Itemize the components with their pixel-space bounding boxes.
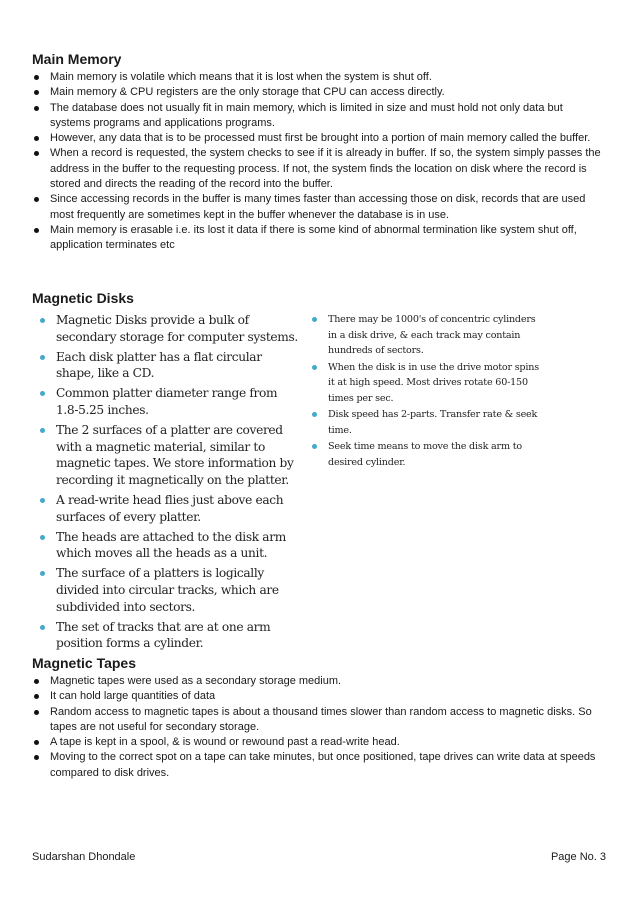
- list-item-text: The database does not usually fit in main memory, which is limited in size and must hold not only data but systems programs and applications programs.: [50, 101, 563, 129]
- footer-author: Sudarshan Dhondale: [32, 851, 136, 863]
- list-item: [32, 689, 606, 704]
- list-item: [36, 422, 298, 489]
- list-item-text: When the disk is in use the drive motor spins it at high speed. Most drives rotate 60-150 times per sec.: [328, 361, 539, 404]
- list-item: [308, 360, 544, 407]
- bullet-icon: [34, 136, 39, 141]
- list-item: [36, 312, 298, 346]
- bullet-icon: [34, 710, 39, 715]
- list-item-text: Each disk platter has a flat circular shape, like a CD.: [56, 349, 262, 381]
- list-item-text: The heads are attached to the disk arm which moves all the heads as a unit.: [56, 529, 286, 561]
- bullet-icon: [312, 317, 317, 322]
- list-item: [32, 101, 606, 132]
- bullet-icon: [312, 412, 317, 417]
- list-item-text: Main memory is erasable i.e. its lost it data if there is some kind of abnormal termination like system shut off, application terminates etc: [50, 223, 577, 252]
- bullet-icon: [40, 355, 45, 360]
- main-memory-list: [32, 70, 606, 254]
- magnetic-disks-section: [32, 289, 606, 307]
- list-item-text: Random access to magnetic tapes is about a thousand times slower than random access to magnetic disks. So tapes are not useful for secondary storage.: [50, 705, 592, 733]
- bullet-icon: [40, 498, 45, 503]
- list-item: [32, 146, 606, 192]
- main-memory-heading: Main Memory: [32, 51, 122, 67]
- bullet-icon: [40, 625, 45, 630]
- magnetic-disks-left-column: [36, 312, 298, 655]
- list-item: [36, 565, 298, 615]
- list-item: [36, 385, 298, 419]
- list-item-text: It can hold large quantities of data: [50, 690, 216, 703]
- list-item-text: Since accessing records in the buffer is many times faster than accessing those on disk, records that are used most frequently are sometimes kept in the buffer whenever the database is in use.: [50, 193, 586, 221]
- magnetic-disks-right-list: [308, 312, 544, 470]
- bullet-icon: [40, 318, 45, 323]
- bullet-icon: [34, 228, 39, 233]
- list-item-text: The surface of a platters is logically divided into circular tracks, which are subdivided into sectors.: [56, 566, 279, 614]
- list-item-text: There may be 1000's of concentric cylinders in a disk drive, & each track may contain hundreds of sectors.: [328, 314, 536, 356]
- list-item: [32, 70, 606, 85]
- bullet-icon: [40, 428, 45, 433]
- list-item-text: Main memory is volatile which means that it is lost when the system is shut off.: [50, 71, 432, 83]
- list-item: [36, 349, 298, 383]
- bullet-icon: [34, 679, 39, 684]
- list-item: [308, 407, 544, 438]
- magnetic-tapes-list: [32, 674, 606, 781]
- magnetic-disks-columns: [32, 312, 606, 651]
- list-item: [308, 312, 544, 359]
- list-item: [36, 619, 298, 653]
- list-item-text: Common platter diameter range from 1.8-5.25 inches.: [56, 386, 278, 417]
- list-item: [32, 223, 606, 254]
- magnetic-disks-right-column: [308, 312, 544, 471]
- list-item: [32, 192, 606, 223]
- magnetic-disks-left-list: [36, 312, 298, 652]
- list-item: [32, 85, 606, 100]
- list-item: [308, 439, 544, 470]
- bullet-icon: [34, 151, 39, 156]
- list-item-text: Magnetic Disks provide a bulk of secondary storage for computer systems.: [56, 313, 298, 344]
- footer-page-number: Page No. 3: [550, 851, 606, 863]
- bullet-icon: [34, 90, 39, 95]
- bullet-icon: [34, 197, 39, 202]
- list-item: [32, 674, 606, 689]
- bullet-icon: [34, 694, 39, 699]
- list-item-text: The set of tracks that are at one arm position forms a cylinder.: [56, 619, 271, 651]
- list-item-text: Main memory & CPU registers are the only storage that CPU can access directly.: [50, 86, 445, 99]
- bullet-icon: [40, 535, 45, 540]
- list-item: [32, 131, 606, 146]
- list-item-text: Magnetic tapes were used as a secondary storage medium.: [50, 675, 342, 687]
- list-item-text: Seek time means to move the disk arm to desired cylinder.: [328, 441, 522, 468]
- magnetic-tapes-section: [32, 654, 606, 781]
- magnetic-disks-heading: Magnetic Disks: [32, 290, 134, 306]
- list-item: [32, 735, 606, 750]
- list-item-text: When a record is requested, the system checks to see if it is already in buffer. If so, the system simply passes the address in the buffer to the requesting process. If not, the system finds the location on disk where the record is stored and directs the reading of the record into the buffer.: [50, 147, 601, 191]
- main-memory-section: [32, 50, 606, 254]
- page-footer: [32, 851, 606, 863]
- list-item: [32, 750, 606, 781]
- bullet-icon: [40, 391, 45, 396]
- bullet-icon: [34, 740, 39, 745]
- bullet-icon: [34, 75, 39, 80]
- list-item-text: Moving to the correct spot on a tape can take minutes, but once positioned, tape drives can write data at speeds compared to disk drives.: [50, 751, 596, 779]
- bullet-icon: [312, 444, 317, 449]
- list-item-text: The 2 surfaces of a platter are covered with a magnetic material, similar to magnetic tapes. We store information by recording it magnetically on the platter.: [56, 422, 294, 488]
- list-item-text: A tape is kept in a spool, & is wound or rewound past a read-write head.: [50, 736, 400, 749]
- list-item-text: Disk speed has 2-parts. Transfer rate & seek time.: [328, 409, 538, 436]
- bullet-icon: [312, 365, 317, 370]
- bullet-icon: [40, 571, 45, 576]
- list-item: [36, 492, 298, 526]
- bullet-icon: [34, 755, 39, 760]
- list-item: [32, 705, 606, 736]
- list-item-text: A read-write head flies just above each surfaces of every platter.: [56, 492, 284, 524]
- bullet-icon: [34, 106, 39, 111]
- magnetic-tapes-heading: Magnetic Tapes: [32, 655, 136, 671]
- list-item-text: However, any data that is to be processed must first be brought into a portion of main memory called the buffer.: [50, 132, 591, 145]
- list-item: [36, 529, 298, 563]
